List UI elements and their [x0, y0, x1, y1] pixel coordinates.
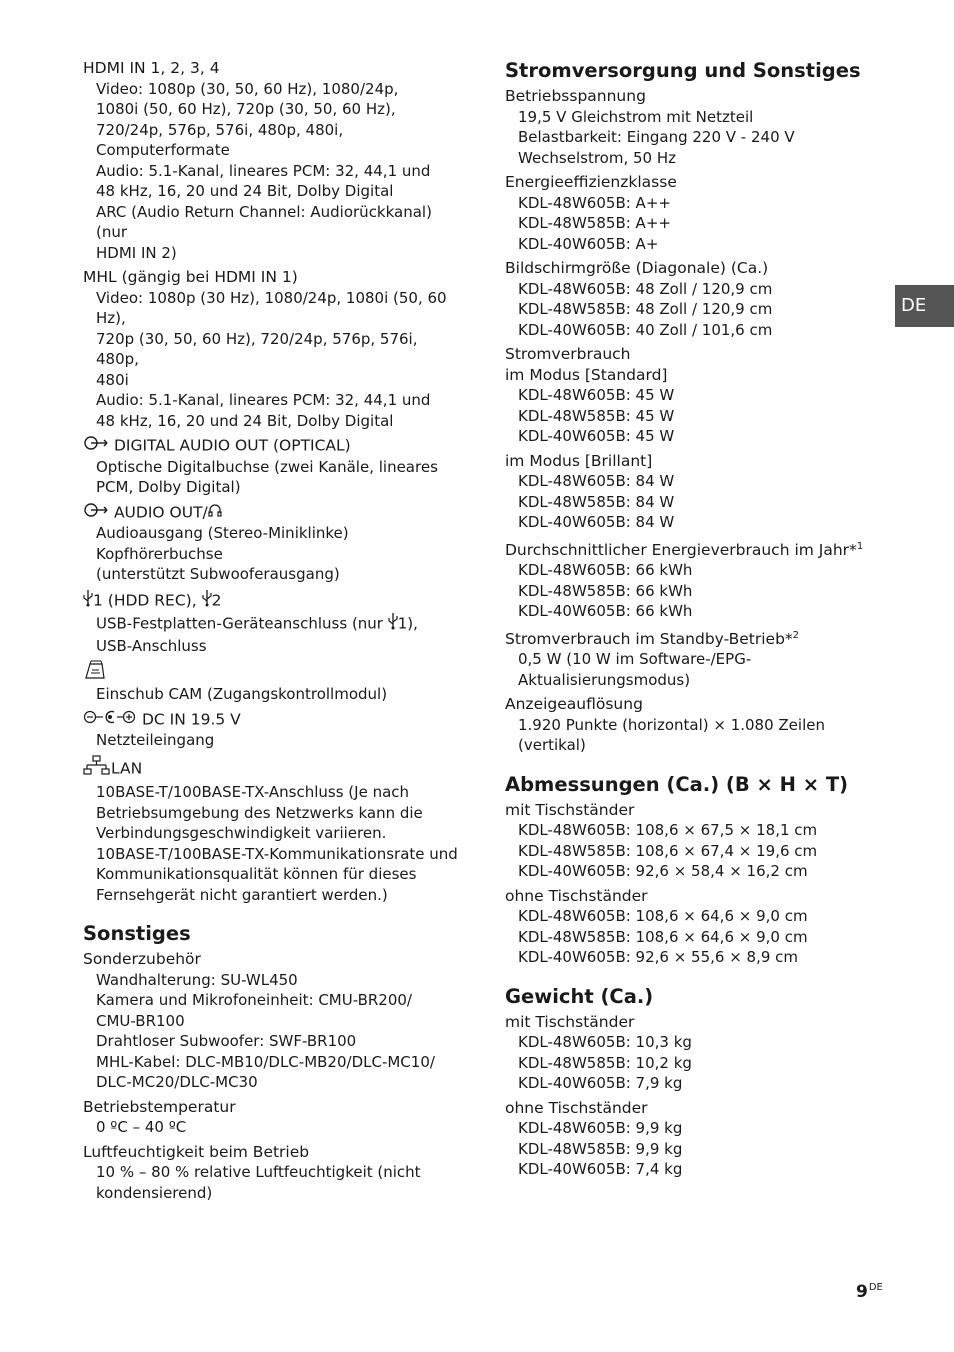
lan-desc [83, 782, 463, 905]
feuchte-term: Luftfeuchtigkeit beim Betrieb [83, 1142, 310, 1161]
feuchte-desc [83, 1162, 463, 1203]
dc-entry [83, 709, 463, 751]
groesse-entry [505, 258, 895, 340]
audio-out-desc [83, 523, 463, 585]
spannung-desc [505, 107, 895, 169]
jahr-entry [505, 537, 895, 622]
temp-desc [83, 1117, 463, 1138]
sonstiges-heading: Sonstiges [83, 922, 191, 945]
page-number-value: 9 [856, 1282, 868, 1302]
optical-entry [83, 435, 463, 498]
usb-line1b: 1), [397, 614, 418, 633]
dc-desc [83, 730, 463, 751]
desc-line: HDMI IN 2) [96, 243, 177, 262]
mhl-desc [83, 288, 463, 432]
usb-icon [83, 589, 93, 613]
desc-line: Kopfhörerbuchse [96, 544, 223, 563]
cam-desc [83, 684, 463, 705]
usb-entry [83, 589, 463, 657]
brillant-entry [505, 451, 895, 533]
desc-line: 0,5 W (10 W im Software-/EPG- [518, 650, 752, 669]
abm-ohne-desc [505, 906, 895, 968]
optical-term: DIGITAL AUDIO OUT (OPTICAL) [113, 436, 351, 455]
temp-entry [83, 1097, 463, 1138]
abm-mit-desc [505, 820, 895, 882]
desc-line: Kamera und Mikrofoneinheit: CMU-BR200/ [96, 991, 412, 1009]
desc-line: KDL-48W605B: 10,3 kg [518, 1033, 692, 1052]
desc-line: KDL-48W585B: A++ [518, 214, 671, 232]
desc-line: Audio: 5.1-Kanal, lineares PCM: 32, 44,1 und [96, 391, 431, 409]
footnote-1: 1 [856, 540, 864, 552]
mhl-entry [83, 267, 463, 431]
usb-icon [388, 612, 398, 636]
brillant-desc [505, 471, 895, 533]
page-number [856, 1282, 883, 1302]
language-tab: DE [895, 285, 954, 327]
lan-entry [83, 755, 463, 906]
desc-line: kondensierend) [96, 1183, 213, 1202]
desc-line: Betriebsumgebung des Netzwerks kann die [96, 803, 423, 822]
desc-line: 10BASE-T/100BASE-TX-Kommunikationsrate und [96, 844, 458, 863]
desc-line: KDL-48W605B: 108,6 × 64,6 × 9,0 cm [518, 907, 808, 926]
output-jack-icon [83, 502, 109, 524]
desc-line: Kommunikationsqualität können für dieses [96, 865, 417, 883]
aufloesung-entry [505, 694, 895, 756]
aufloesung-term: Anzeigeauflösung [505, 695, 643, 714]
desc-line: KDL-48W605B: 66 kWh [518, 561, 693, 580]
desc-line: KDL-48W585B: 66 kWh [518, 581, 693, 600]
desc-line: 10 % – 80 % relative Luftfeuchtigkeit (nicht [96, 1163, 421, 1181]
gew-ohne-desc [505, 1118, 895, 1180]
desc-line: Computerformate [96, 141, 230, 159]
optical-desc [83, 457, 463, 498]
left-column [83, 58, 463, 1207]
hdmi-desc [83, 79, 463, 264]
desc-line: KDL-40W605B: 92,6 × 55,6 × 8,9 cm [518, 948, 799, 967]
desc-line: KDL-40W605B: 7,4 kg [518, 1160, 683, 1179]
desc-line: Audioausgang (Stereo-Miniklinke) [96, 524, 349, 542]
desc-line: KDL-40W605B: 7,9 kg [518, 1074, 683, 1093]
audio-out-term: AUDIO OUT/ [113, 502, 208, 521]
desc-line: Einschub CAM (Zugangskontrollmodul) [96, 685, 388, 703]
desc-line: KDL-48W585B: 10,2 kg [518, 1053, 692, 1072]
desc-line: Netzteileingang [96, 731, 215, 749]
spannung-entry [505, 86, 895, 168]
jahr-term: Durchschnittlicher Energieverbrauch im Jahr* [505, 540, 857, 559]
desc-line: Wechselstrom, 50 Hz [518, 148, 677, 167]
desc-line: KDL-40W605B: A+ [518, 234, 659, 253]
verbrauch-term: Stromverbrauch [505, 345, 631, 363]
desc-line: Belastbarkeit: Eingang 220 V - 240 V [518, 128, 795, 146]
verbrauch-entry [505, 344, 895, 447]
groesse-term: Bildschirmgröße (Diagonale) (Ca.) [505, 259, 769, 277]
desc-line: KDL-40W605B: 40 Zoll / 101,6 cm [518, 320, 773, 339]
effizienz-desc [505, 193, 895, 255]
usb-line2: USB-Anschluss [96, 636, 207, 655]
network-icon [83, 755, 111, 783]
standby-entry [505, 626, 895, 691]
desc-line: 48 kHz, 16, 20 und 24 Bit, Dolby Digital [96, 182, 394, 200]
desc-line: KDL-40W605B: 45 W [518, 427, 675, 445]
desc-line: KDL-48W605B: 9,9 kg [518, 1119, 683, 1138]
desc-line: Audio: 5.1-Kanal, lineares PCM: 32, 44,1 und [96, 161, 431, 180]
abm-mit-entry [505, 800, 895, 882]
page-number-suffix: DE [868, 1282, 883, 1294]
usb-term-b: 2 [211, 590, 222, 609]
gew-mit-entry [505, 1012, 895, 1094]
desc-line: Optische Digitalbuchse (zwei Kanäle, lineares [96, 457, 438, 476]
desc-line: PCM, Dolby Digital) [96, 478, 241, 496]
standby-term: Stromverbrauch im Standby-Betrieb* [505, 629, 793, 648]
groesse-desc [505, 279, 895, 341]
desc-line: 19,5 V Gleichstrom mit Netzteil [518, 107, 754, 126]
desc-line: DLC-MC20/DLC-MC30 [96, 1073, 258, 1091]
hdmi-entry [83, 58, 463, 263]
desc-line: Video: 1080p (30 Hz), 1080/24p, 1080i (50, 60 Hz), [96, 288, 447, 327]
right-column [505, 58, 895, 1184]
desc-line: KDL-48W585B: 108,6 × 67,4 × 19,6 cm [518, 841, 818, 860]
dc-term: DC IN 19.5 V [141, 709, 241, 728]
cam-entry [83, 660, 463, 705]
mhl-term: MHL (gängig bei HDMI IN 1) [83, 268, 298, 286]
feuchte-entry [83, 1142, 463, 1204]
desc-line: Aktualisierungsmodus) [518, 670, 691, 689]
verbrauch-desc [505, 385, 895, 447]
desc-line: KDL-48W605B: 45 W [518, 386, 675, 404]
desc-line: ARC (Audio Return Channel: Audiorückkanal) (nur [96, 202, 432, 241]
footnote-2: 2 [792, 629, 800, 641]
effizienz-entry [505, 172, 895, 254]
hdmi-term: HDMI IN 1, 2, 3, 4 [83, 59, 220, 77]
desc-line: KDL-48W585B: 108,6 × 64,6 × 9,0 cm [518, 927, 808, 946]
gew-mit-term: mit Tischständer [505, 1012, 635, 1031]
desc-line: Wandhalterung: SU-WL450 [96, 970, 298, 989]
desc-line: KDL-48W605B: 108,6 × 67,5 × 18,1 cm [518, 821, 818, 840]
zubehoer-term: Sonderzubehör [83, 950, 201, 968]
desc-line: KDL-48W585B: 45 W [518, 406, 675, 425]
cam-slot-icon [83, 660, 107, 686]
lan-term: LAN [111, 758, 143, 777]
abmessungen-heading: Abmessungen (Ca.) (B × H × T) [505, 772, 849, 796]
desc-line: KDL-48W605B: 84 W [518, 472, 675, 490]
dc-polarity-icon [83, 709, 137, 731]
desc-line: Verbindungsgeschwindigkeit variieren. [96, 824, 387, 842]
strom-heading: Stromversorgung und Sonstiges [505, 59, 861, 82]
spannung-term: Betriebsspannung [505, 87, 646, 105]
desc-line: 720/24p, 576p, 576i, 480p, 480i, [96, 120, 344, 139]
desc-line: KDL-48W585B: 84 W [518, 492, 675, 511]
jahr-desc [505, 560, 895, 622]
usb-term-a: 1 (HDD REC), [93, 590, 197, 609]
headphones-icon [208, 502, 222, 523]
gew-ohne-entry [505, 1098, 895, 1180]
zubehoer-desc [83, 970, 463, 1093]
desc-line: KDL-48W585B: 9,9 kg [518, 1139, 683, 1158]
desc-line: 48 kHz, 16, 20 und 24 Bit, Dolby Digital [96, 411, 394, 430]
gewicht-heading: Gewicht (Ca.) [505, 984, 654, 1008]
desc-line: 720p (30, 50, 60 Hz), 720/24p, 576p, 576i, 480p, [96, 329, 418, 368]
desc-line: Video: 1080p (30, 50, 60 Hz), 1080/24p, [96, 79, 399, 98]
usb-icon [202, 589, 212, 613]
desc-line: KDL-48W585B: 48 Zoll / 120,9 cm [518, 300, 773, 318]
gew-ohne-term: ohne Tischständer [505, 1098, 648, 1117]
desc-line: 10BASE-T/100BASE-TX-Anschluss (Je nach [96, 783, 410, 801]
standby-desc [505, 649, 895, 690]
desc-line: 480i [96, 370, 129, 389]
abm-ohne-entry [505, 886, 895, 968]
gew-mit-desc [505, 1032, 895, 1094]
abm-ohne-term: ohne Tischständer [505, 886, 648, 905]
desc-line: MHL-Kabel: DLC-MB10/DLC-MB20/DLC-MC10/ [96, 1052, 435, 1071]
verbrauch-term2: im Modus [Standard] [505, 365, 668, 384]
abm-mit-term: mit Tischständer [505, 800, 635, 819]
desc-line: KDL-40W605B: 92,6 × 58,4 × 16,2 cm [518, 862, 808, 881]
desc-line: KDL-40W605B: 84 W [518, 513, 675, 531]
usb-line1a: USB-Festplatten-Geräteanschluss (nur [96, 614, 383, 633]
desc-line: 1.920 Punkte (horizontal) × 1.080 Zeilen (vertikal) [518, 715, 825, 755]
desc-line: Drahtloser Subwoofer: SWF-BR100 [96, 1032, 357, 1050]
desc-line: CMU-BR100 [96, 1011, 185, 1030]
output-jack-icon [83, 435, 109, 457]
desc-line: Fernsehgerät nicht garantiert werden.) [96, 885, 388, 904]
desc-line: 0 ºC – 40 ºC [96, 1118, 187, 1136]
audio-out-entry [83, 502, 463, 585]
desc-line: 1080i (50, 60 Hz), 720p (30, 50, 60 Hz), [96, 100, 396, 118]
desc-line: KDL-48W605B: A++ [518, 193, 671, 212]
effizienz-term: Energieeffizienzklasse [505, 173, 677, 191]
desc-line: (unterstützt Subwooferausgang) [96, 565, 340, 583]
zubehoer-entry [83, 949, 463, 1093]
temp-term: Betriebstemperatur [83, 1097, 236, 1116]
desc-line: KDL-40W605B: 66 kWh [518, 602, 693, 621]
usb-desc [83, 612, 463, 656]
desc-line: KDL-48W605B: 48 Zoll / 120,9 cm [518, 279, 773, 298]
aufloesung-desc [505, 715, 895, 756]
brillant-term: im Modus [Brillant] [505, 451, 653, 470]
